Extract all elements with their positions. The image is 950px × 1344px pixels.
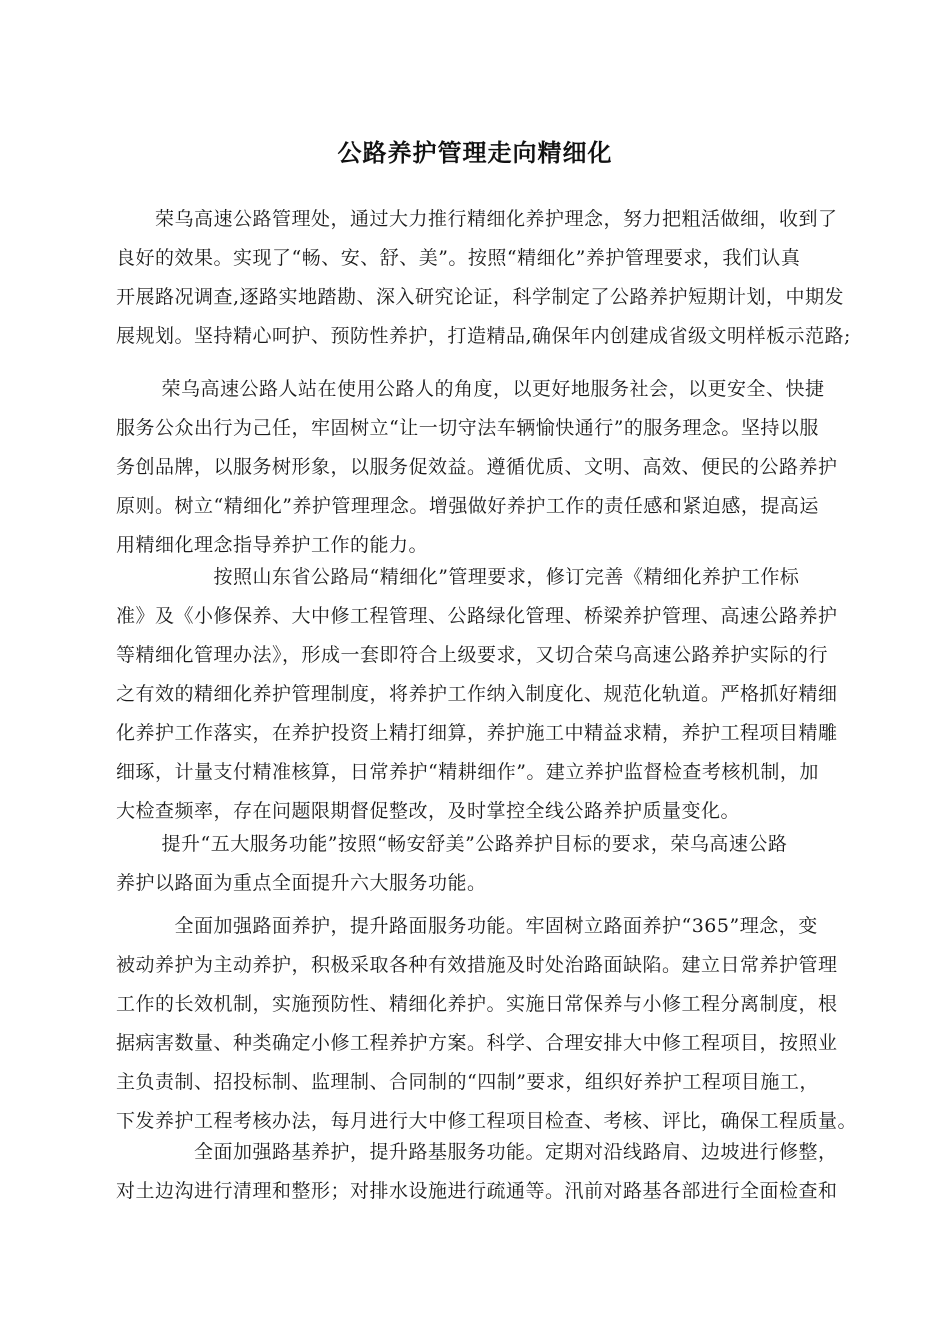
text-line: 等精细化管理办法》，形成一套即符合上级要求，又切合荣乌高速公路养护实际的行 — [116, 644, 829, 666]
paragraph-3 — [116, 558, 838, 831]
document-title: 公路养护管理走向精细化 — [337, 139, 613, 167]
text-line: 下发养护工程考核办法，每月进行大中修工程项目检查、考核、评比，确保工程质量。 — [116, 1110, 858, 1132]
text-line: 化养护工作落实，在养护投资上精打细算，养护施工中精益求精，养护工程项目精雕 — [116, 722, 838, 744]
text-line: 展规划。坚持精心呵护、预防性养护，打造精品,确保年内创建成省级文明样板示范路; — [116, 325, 851, 347]
text-line: 对土边沟进行清理和整形；对排水设施进行疏通等。汛前对路基各部进行全面检查和 — [116, 1180, 838, 1202]
text-line: 据病害数量、种类确定小修工程养护方案。科学、合理安排大中修工程项目，按照业 — [116, 1032, 838, 1054]
paragraph-4 — [116, 825, 787, 903]
paragraph-5 — [116, 907, 857, 1141]
text-line: 准》及《小修保养、大中修工程管理、公路绿化管理、桥梁养护管理、高速公路养护 — [116, 605, 838, 627]
text-line: 按照山东省公路局“精细化”管理要求，修订完善《精细化养护工作标 — [116, 566, 800, 588]
text-line: 全面加强路面养护，提升路面服务功能。牢固树立路面养护“365”理念，变 — [116, 915, 818, 937]
text-line: 荣乌高速公路管理处，通过大力推行精细化养护理念，努力把粗活做细，收到了 — [116, 208, 838, 230]
text-line: 务创品牌，以服务树形象，以服务促效益。遵循优质、文明、高效、便民的公路养护 — [116, 456, 838, 478]
text-line: 大检查频率，存在问题限期督促整改，及时掌控全线公路养护质量变化。 — [116, 800, 741, 822]
text-line: 荣乌高速公路人站在使用公路人的角度，以更好地服务社会，以更安全、快捷 — [116, 378, 825, 400]
text-line: 细琢，计量支付精准核算，日常养护“精耕细作”。建立养护监督检查考核机制，加 — [116, 761, 819, 783]
text-line: 提升“五大服务功能”按照“畅安舒美”公路养护目标的要求，荣乌高速公路 — [116, 833, 788, 855]
text-line: 工作的长效机制，实施预防性、精细化养护。实施日常保养与小修工程分离制度，根 — [116, 993, 838, 1015]
text-line: 服务公众出行为己任，牢固树立“让一切守法车辆愉快通行”的服务理念。坚持以服 — [116, 417, 819, 439]
text-line: 主负责制、招投标制、监理制、合同制的“四制”要求，组织好养护工程项目施工， — [116, 1071, 819, 1093]
text-line: 用精细化理念指导养护工作的能力。 — [116, 534, 429, 556]
paragraph-1 — [116, 200, 851, 356]
text-line: 之有效的精细化养护管理制度，将养护工作纳入制度化、规范化轨道。严格抓好精细 — [116, 683, 838, 705]
text-line: 开展路况调查,逐路实地踏勘、深入研究论证，科学制定了公路养护短期计划，中期发 — [116, 286, 845, 308]
text-line: 被动养护为主动养护，积极采取各种有效措施及时处治路面缺陷。建立日常养护管理 — [116, 954, 838, 976]
text-line: 原则。树立“精细化”养护管理理念。增强做好养护工作的责任感和紧迫感，提高运 — [116, 495, 819, 517]
text-line: 良好的效果。实现了“畅、安、舒、美”。按照“精细化”养护管理要求，我们认真 — [116, 247, 801, 269]
text-line: 养护以路面为重点全面提升六大服务功能。 — [116, 872, 487, 894]
paragraph-6 — [116, 1133, 838, 1211]
paragraph-2 — [116, 370, 838, 565]
text-line: 全面加强路基养护，提升路基服务功能。定期对沿线路肩、边坡进行修整， — [116, 1141, 838, 1163]
